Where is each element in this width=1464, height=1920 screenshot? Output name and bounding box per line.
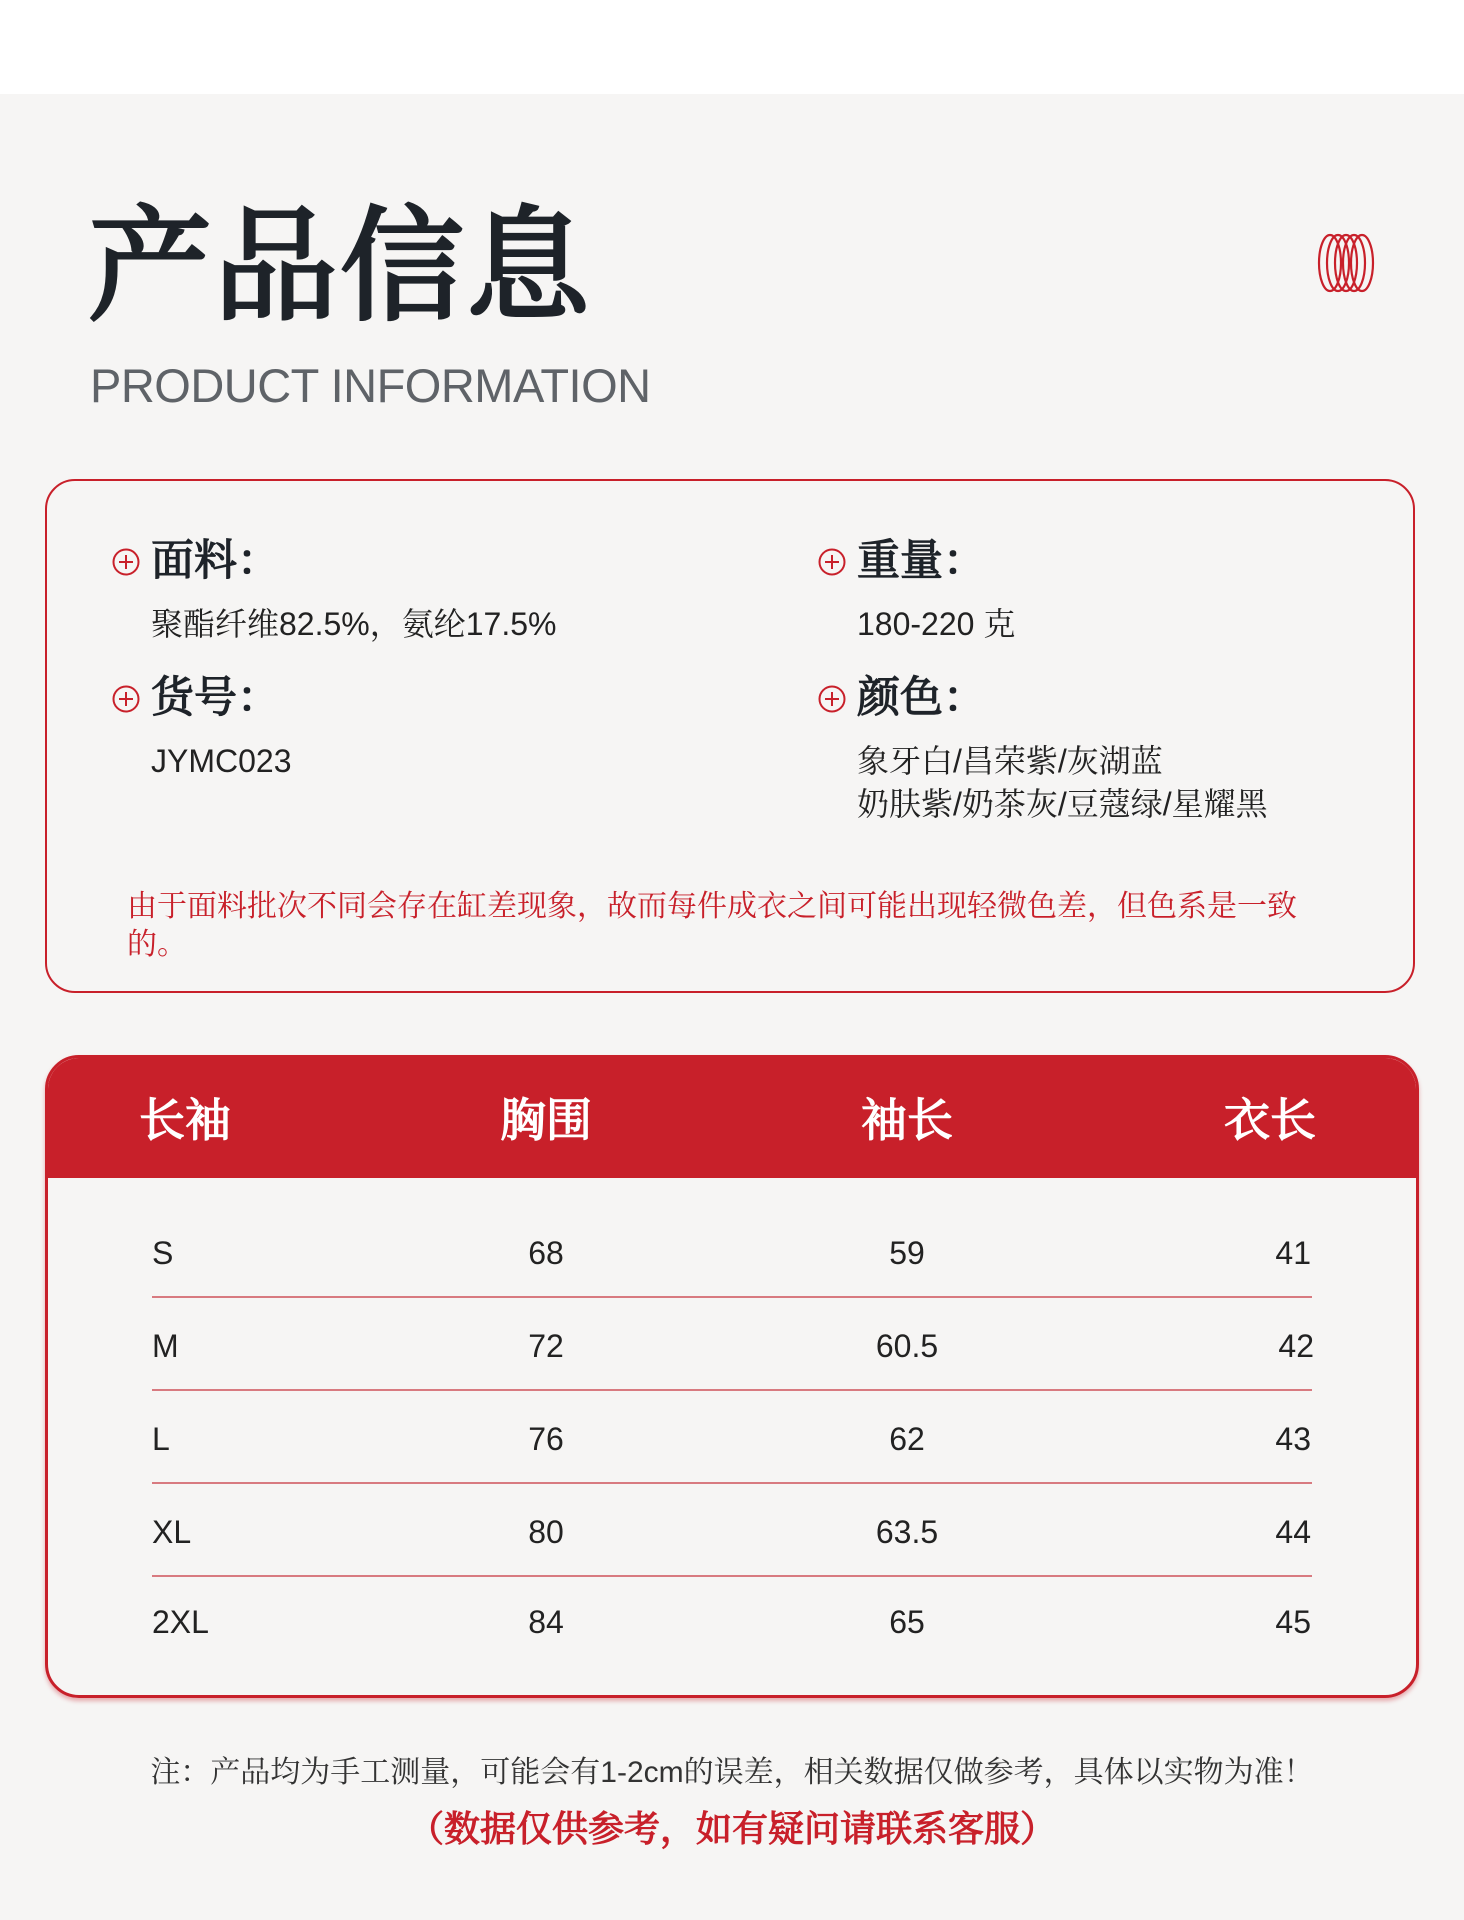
page-title: 产品信息 — [88, 198, 593, 336]
measurement-note: 注：产品均为手工测量，可能会有1-2cm的误差，相关数据仅做参考，具体以实物为准！ — [150, 1756, 1314, 1789]
header-cell: 袖长 — [861, 1094, 953, 1146]
weight-block — [817, 537, 1016, 646]
table-row — [48, 1391, 1416, 1484]
table-cell: S — [152, 1235, 174, 1271]
reference-note: （数据仅供参考，如有疑问请联系客服） — [407, 1808, 1056, 1849]
table-cell: 2XL — [152, 1604, 209, 1640]
item-number-value: JYMC023 — [151, 743, 292, 779]
table-cell: 76 — [528, 1421, 564, 1457]
table-cell: 80 — [528, 1514, 564, 1550]
table-row — [48, 1574, 1416, 1667]
header-cell: 胸围 — [500, 1094, 592, 1146]
fabric-block — [111, 537, 557, 646]
color-value — [857, 740, 1268, 826]
table-cell: 42 — [1278, 1328, 1314, 1364]
table-cell: L — [152, 1421, 170, 1457]
table-row — [48, 1298, 1416, 1391]
table-cell: 44 — [1275, 1514, 1311, 1550]
rings-icon — [1316, 232, 1376, 294]
color-line-2: 奶肤紫/奶茶灰/豆蔻绿/星耀黑 — [857, 786, 1268, 822]
table-cell: XL — [152, 1514, 192, 1550]
item-number-block — [111, 674, 292, 783]
table-cell: 65 — [889, 1604, 925, 1640]
table-row — [48, 1484, 1416, 1577]
header-cell: 长袖 — [139, 1094, 231, 1146]
color-difference-notice: 由于面料批次不同会存在缸差现象，故而每件成衣之间可能出现轻微色差，但色系是一致的。 — [127, 890, 1297, 961]
circle-plus-icon — [817, 547, 847, 577]
fabric-label: 面料： — [151, 537, 280, 585]
table-cell: 62 — [889, 1421, 925, 1457]
circle-plus-icon — [817, 684, 847, 714]
size-table — [45, 1055, 1419, 1698]
fabric-value: 聚酯纤维82.5%，氨纶17.5% — [151, 606, 557, 642]
table-cell: 45 — [1275, 1604, 1311, 1640]
table-cell: 72 — [528, 1328, 564, 1364]
color-line-1: 象牙白/昌荣紫/灰湖蓝 — [857, 743, 1163, 779]
size-table-header — [48, 1058, 1416, 1178]
product-info-card — [45, 479, 1415, 993]
circle-plus-icon — [111, 547, 141, 577]
table-cell: 68 — [528, 1235, 564, 1271]
table-cell: 59 — [889, 1235, 925, 1271]
table-cell: 60.5 — [875, 1328, 939, 1364]
page-subtitle: PRODUCT INFORMATION — [90, 359, 651, 412]
item-number-label: 货号： — [151, 674, 280, 722]
table-cell: 84 — [528, 1604, 564, 1640]
table-row — [48, 1205, 1416, 1298]
table-cell: 41 — [1275, 1235, 1311, 1271]
table-cell: M — [152, 1328, 179, 1364]
table-cell: 63.5 — [875, 1514, 939, 1550]
table-cell: 43 — [1275, 1421, 1311, 1457]
color-label: 颜色： — [857, 674, 986, 722]
weight-value: 180-220 克 — [857, 606, 1016, 642]
color-block — [817, 674, 1268, 826]
weight-label: 重量： — [857, 537, 986, 585]
header-cell: 衣长 — [1224, 1094, 1316, 1146]
circle-plus-icon — [111, 684, 141, 714]
